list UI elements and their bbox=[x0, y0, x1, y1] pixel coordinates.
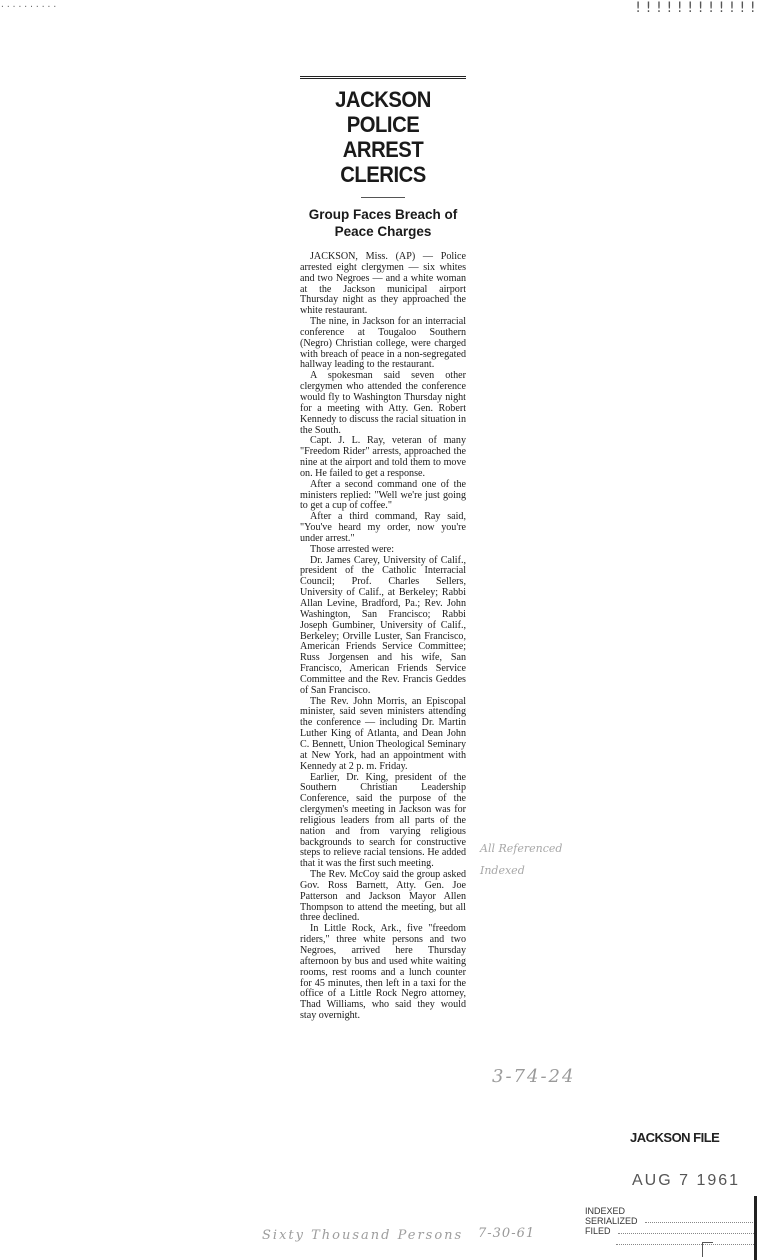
article-paragraph: Those arrested were: bbox=[310, 543, 395, 555]
status-stamp-line: FILED bbox=[585, 1226, 611, 1236]
stamp-rule bbox=[645, 1222, 757, 1223]
article-paragraph: A spokesman said seven other clergymen who attended the conference would fly to Washington Thursday night for a meeting with Atty. Gen. Robert Kennedy to discuss the racial situation in the South. bbox=[300, 370, 466, 436]
status-stamp-line: INDEXED bbox=[585, 1206, 626, 1216]
status-stamp bbox=[585, 1206, 638, 1236]
article-paragraph: The Rev. McCoy said the group asked Gov. Ross Barnett, Atty. Gen. Joe Patterson and Jackson Mayor Allen Thompson to attend the meeting, but all three declined. bbox=[300, 869, 466, 924]
headline-line-1: JACKSON POLICE bbox=[335, 87, 431, 137]
article-body bbox=[300, 252, 466, 1022]
handwritten-bottom-note: Sixty Thousand Persons bbox=[262, 1228, 464, 1243]
article-paragraph: After a second command one of the ministers replied: "Well we're just going to get a cup of coffee." bbox=[300, 478, 466, 512]
clipping-top-rule bbox=[300, 76, 466, 79]
article-paragraph: Dr. James Carey, University of Calif., president of the Catholic Interracial Council; Prof. Charles Sellers, University of Calif., at Berkeley; Rabbi Allan Levine, Bradford, Pa.; Rev. John Washington, San Francisco; Rabbi Joseph Gumbiner, University of Calif., Berkeley; Orville Luster, San Francisco, American Friends Service Committee; Russ Jorgensen and his wife, San Francisco, American Friends Service Committee and the Rev. Francis Geddes of San Francisco. bbox=[300, 554, 466, 696]
scan-corner-mark bbox=[702, 1242, 713, 1257]
headline bbox=[307, 87, 460, 187]
scan-mark-top-left: .......... bbox=[0, 0, 59, 9]
subheadline: Group Faces Breach of Peace Charges bbox=[308, 207, 458, 239]
article-paragraph: The nine, in Jackson for an interracial conference at Tougaloo Southern (Negro) Christian college, were charged with breach of peace in a non-segregated hallway leading to the restaurant. bbox=[300, 316, 466, 371]
article-paragraph: The Rev. John Morris, an Episcopal minister, said seven ministers attending the conference — including Dr. Martin Luther King of Atlanta, and Dean John C. Bennett, Union Theological Seminary at New York, had an appointment with Kennedy at 2 p. m. Friday. bbox=[300, 695, 466, 772]
stamp-rule bbox=[618, 1233, 756, 1234]
article-paragraph: Capt. J. L. Ray, veteran of many "Freedom Rider" arrests, approached the nine at the airport and told them to move on. He failed to get a response. bbox=[300, 435, 466, 479]
handwritten-date-note: 7-30-61 bbox=[478, 1226, 536, 1241]
handwritten-margin-note bbox=[480, 838, 562, 882]
margin-note-line-2: Indexed bbox=[480, 864, 525, 877]
file-stamp-code: JACKSON FILE bbox=[630, 1130, 720, 1145]
stamp-rule bbox=[616, 1244, 756, 1245]
article-paragraph: Earlier, Dr. King, president of the Southern Christian Leadership Conference, said the purpose of the clergymen's meeting in Jackson was for religious leaders from all parts of the nation and from varying religious backgrounds to search for constructive steps to relieve racial tensions. He added that it was the first such meeting. bbox=[300, 771, 466, 870]
scan-mark-top-right: !!!!!!!!!!!! bbox=[633, 0, 759, 16]
margin-note-line-1: All Referenced bbox=[480, 842, 563, 855]
handwritten-file-number: 3-74-24 bbox=[492, 1066, 576, 1087]
headline-divider bbox=[361, 197, 405, 198]
article-paragraph: JACKSON, Miss. (AP) — Police arrested eight clergymen — six whites and two Negroes — and a white woman at the Jackson municipal airport Thursday night as they approached the white restaurant. bbox=[300, 251, 466, 317]
date-stamp: AUG 7 1961 bbox=[632, 1172, 741, 1189]
newspaper-clipping bbox=[300, 76, 466, 1022]
scan-edge-mark bbox=[754, 1196, 757, 1260]
headline-line-2: ARREST CLERICS bbox=[340, 137, 426, 187]
article-paragraph: In Little Rock, Ark., five "freedom riders," three white persons and two Negroes, arrived here Thursday afternoon by bus and used white waiting rooms, rest rooms and a lunch counter for 45 minutes, then left in a taxi for the office of a Little Rock Negro attorney, Thad Williams, who said they would stay overnight. bbox=[300, 923, 466, 1022]
status-stamp-line: SERIALIZED bbox=[585, 1216, 638, 1226]
article-paragraph: After a third command, Ray said, "You've heard my order, now you're under arrest." bbox=[300, 511, 466, 544]
